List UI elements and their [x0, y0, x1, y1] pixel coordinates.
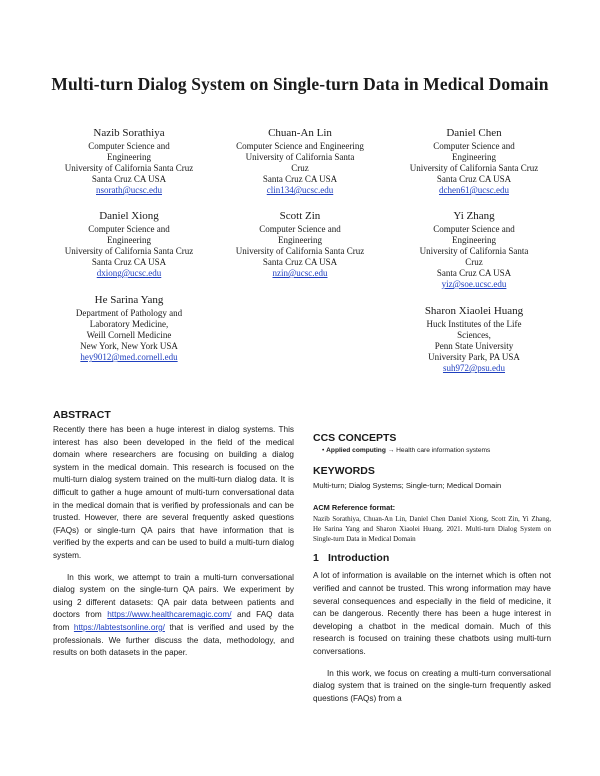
author-affiliation-line: Engineering: [452, 235, 496, 245]
keywords-heading: KEYWORDS: [313, 465, 375, 477]
author-email-link[interactable]: hey9012@med.cornell.edu: [80, 352, 178, 362]
author-affiliation-line: University of California Santa: [245, 152, 355, 162]
author-name: Scott Zin: [279, 210, 321, 222]
abstract-section: [53, 409, 294, 660]
author-affiliation-line: New York, New York USA: [80, 341, 178, 351]
introduction-paragraph: A lot of information is available on the internet which is often not verified and cannot be trusted. This wrong information may have several consequences and especially in the field of medicine, it can be dangerous. Recently there has been a huge interest in developing a chatbot in the medical domain. Much of this research is focused on training these chatbots using multi-turn conversations.: [313, 571, 551, 657]
author-block: [44, 127, 214, 196]
author-email-link[interactable]: dchen61@ucsc.edu: [438, 185, 509, 195]
author-affiliation-line: Computer Science and Engineering: [236, 141, 364, 151]
author-email-link[interactable]: nzin@ucsc.edu: [272, 268, 328, 278]
introduction-paragraph: In this work, we focus on creating a multi-turn conversational dialog system that is trained on the single-turn frequently asked questions (FAQs) from a: [313, 668, 551, 703]
author-email-link[interactable]: dxiong@ucsc.edu: [96, 268, 162, 278]
author-email-link[interactable]: yiz@soe.ucsc.edu: [441, 279, 507, 289]
author-name: Nazib Sorathiya: [93, 127, 165, 139]
author-block: [44, 294, 214, 363]
author-affiliation-line: University Park, PA USA: [428, 352, 520, 362]
acm-reference-text: Nazib Sorathiya, Chuan-An Lin, Daniel Chen Daniel Xiong, Scott Zin, Yi Zhang, He Sarina Yang and Sharon Xiaolei Huang. 2021. Multi-turn Dialog System on Single-turn Data in Medical Domain: [313, 514, 551, 544]
author-affiliation-line: Computer Science and: [433, 224, 515, 234]
author-affiliation-line: University of California Santa Cruz: [235, 246, 365, 256]
author-block: [44, 210, 214, 279]
ccs-heading: CCS CONCEPTS: [313, 432, 397, 444]
author-name: Daniel Chen: [446, 127, 502, 139]
author-affiliation-line: University of California Santa: [419, 246, 529, 256]
author-block: [389, 305, 559, 374]
author-email-link[interactable]: nsorath@ucsc.edu: [95, 185, 163, 195]
abstract-heading: ABSTRACT: [53, 409, 111, 421]
abstract-text: and FAQ data from: [53, 610, 294, 632]
bullet-icon: •: [322, 447, 325, 454]
section-number: 1: [313, 552, 319, 565]
author-affiliation-line: University of California Santa Cruz: [409, 163, 539, 173]
author-affiliation-line: Huck Institutes of the Life: [426, 319, 522, 329]
author-affiliation-line: Weill Cornell Medicine: [86, 330, 172, 340]
author-affiliation-line: Santa Cruz CA USA: [436, 174, 512, 184]
author-name: Sharon Xiaolei Huang: [424, 305, 524, 317]
author-affiliation-line: Sciences,: [457, 330, 491, 340]
author-block: [215, 210, 385, 279]
author-affiliation-line: Penn State University: [434, 341, 514, 351]
author-affiliation-line: Engineering: [278, 235, 322, 245]
acm-reference-heading: ACM Reference format:: [313, 502, 396, 512]
author-affiliation-line: University of California Santa Cruz: [64, 163, 194, 173]
right-column: [313, 432, 551, 705]
author-affiliation-line: Santa Cruz CA USA: [91, 257, 167, 267]
section-title: Introduction: [328, 552, 390, 565]
author-name: He Sarina Yang: [94, 294, 164, 306]
author-block: [389, 127, 559, 196]
labtestsonline-link[interactable]: https://labtestsonline.org/: [73, 622, 165, 632]
arrow-right-icon: →: [387, 447, 395, 454]
author-affiliation-line: Cruz: [291, 163, 309, 173]
author-email-link[interactable]: clin134@ucsc.edu: [266, 185, 334, 195]
abstract-text: In this work, we attempt to train a multi-turn conversational dialog system on the single-turn QA pairs. We experiment by using 2 different datasets: QA pair data between patients and doctors from: [53, 572, 294, 620]
author-affiliation-line: Santa Cruz CA USA: [436, 268, 512, 278]
author-affiliation-line: Computer Science and: [433, 141, 515, 151]
keywords-text: Multi-turn; Dialog Systems; Single-turn; Medical Domain: [313, 481, 502, 490]
abstract-paragraph: Recently there has been a huge interest in dialog systems. This interest has also been developed in the field of the medical domain where researchers are focusing on building a dialog system in the medical domain. This research is focused on the multi-turn dialog system trained on the multi-turn dialog data. It is difficult to gather a huge amount of multi-turn conversational data in the medical domain that is verified by professionals and can be trusted. However, there are several frequently asked questions (FAQs) or single-turn QA pairs that have information that is verified by the experts and can be used to build a multi-turn dialog system.: [53, 425, 294, 560]
author-affiliation-line: Computer Science and: [259, 224, 341, 234]
introduction-heading: [313, 552, 551, 564]
author-block: [389, 210, 559, 290]
author-affiliation-line: Computer Science and: [88, 141, 170, 151]
author-affiliation-line: Santa Cruz CA USA: [91, 174, 167, 184]
author-affiliation-line: Engineering: [107, 152, 151, 162]
paper-title: Multi-turn Dialog System on Single-turn Data in Medical Domain: [51, 74, 549, 94]
author-affiliation-line: Santa Cruz CA USA: [262, 174, 338, 184]
ccs-item-bold: Applied computing: [326, 447, 386, 454]
author-name: Chuan-An Lin: [268, 127, 332, 139]
author-block: [215, 127, 385, 196]
ccs-item: [322, 447, 551, 454]
author-affiliation-line: Cruz: [465, 257, 483, 267]
author-affiliation-line: University of California Santa Cruz: [64, 246, 194, 256]
healthcaremagic-link[interactable]: https://www.healthcaremagic.com/: [107, 610, 232, 620]
abstract-text: that is verified and used by the professionals. We further discuss the data, methodology, and results on both datasets in the paper.: [53, 622, 294, 658]
author-affiliation-line: Engineering: [452, 152, 496, 162]
author-affiliation-line: Department of Pathology and: [75, 308, 183, 318]
author-affiliation-line: Computer Science and: [88, 224, 170, 234]
author-affiliation-line: Engineering: [107, 235, 151, 245]
author-affiliation-line: Santa Cruz CA USA: [262, 257, 338, 267]
ccs-item-text: Health care information systems: [396, 447, 491, 454]
author-name: Yi Zhang: [453, 210, 495, 222]
abstract-paragraph: [53, 572, 294, 660]
author-name: Daniel Xiong: [99, 210, 159, 222]
author-affiliation-line: Laboratory Medicine,: [89, 319, 169, 329]
author-email-link[interactable]: suh972@psu.edu: [442, 363, 506, 373]
